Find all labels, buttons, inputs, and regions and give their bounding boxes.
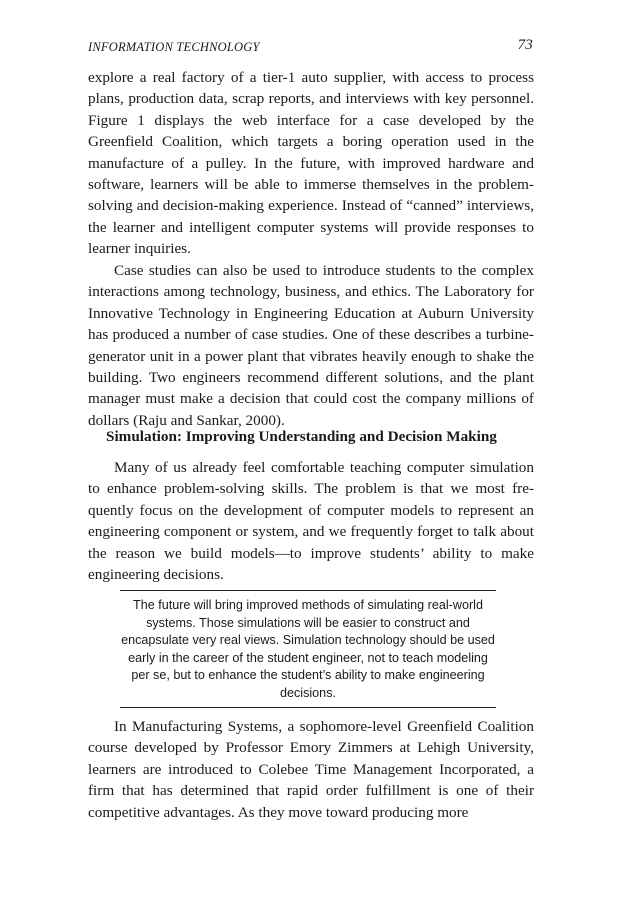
paragraph-case-factory: explore a real factory of a tier-1 auto supplier, with access to process plans, production data, scrap reports, and interviews with key personnel. Figure 1 displays the web interface for a case developed by the Greenfield Coalition, which targets a boring operation used in the manufacture of a pulley. In the future, with improved hardware and software, learners will be able to immerse themselves in the problem-solving and decision-making experience. Instead of “canned” interviews, the learner and intelligent computer systems will provide responses to learner inquiries. bbox=[88, 69, 534, 258]
running-header bbox=[88, 38, 533, 58]
paragraph-case-studies: Case studies can also be used to introduce students to the complex interactions among technology, business, and ethics. The Laboratory for Innovative Technology in Engineering Education at Auburn University has produced a number of case studies. One of these describes a turbine-generator unit in a power plant that vibrates heavily enough to shake the building. Two engineers recommend different solutions, and the plant manager must make a decision that could cost the company millions of dollars (Raju and Sankar, 2000). bbox=[88, 262, 534, 429]
running-title: INFORMATION TECHNOLOGY bbox=[88, 40, 260, 54]
paragraph-simulation: Many of us already feel comfortable teaching computer simulation to enhance problem-solving skills. The problem is that we most frequently focus on the development of computer models to represent an engineering component or system, and we frequently forget to talk about the reason we build models—to improve students’ ability to make engineering decisions. bbox=[88, 459, 534, 584]
paragraph-manufacturing-systems: In Manufacturing Systems, a sophomore-level Greenfield Coalition course developed by Professor Emory Zimmers at Lehigh University, learners are introduced to Colebee Time Management Incorporated, a firm that has determined that rapid order fulfillment is one of their competitive advantages. As they move toward producing more bbox=[88, 718, 534, 821]
section-heading-simulation: Simulation: Improving Understanding and Decision Making bbox=[106, 428, 497, 445]
pull-quote: The future will bring improved methods of simulating real-world systems. Those simulations will be easier to construct and encapsulate very real views. Simulation technology should be used early in the career of the student engineer, not to teach modeling per se, but to enhance the student’s ability to make engineering decisions. bbox=[120, 590, 496, 708]
page-number: 73 bbox=[517, 37, 533, 53]
